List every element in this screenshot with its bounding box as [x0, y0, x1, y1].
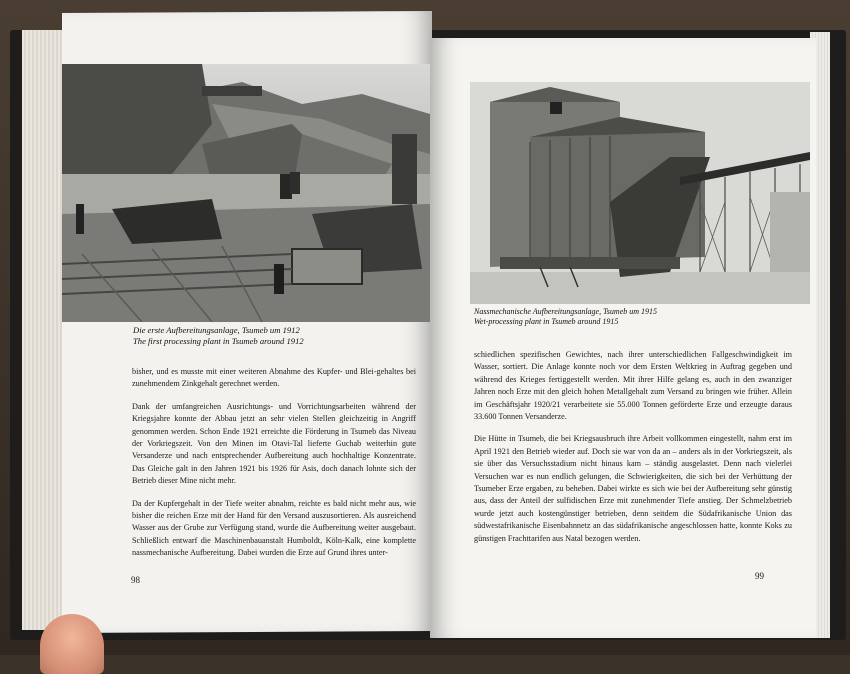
right-caption-german: Nassmechanische Aufbereitungsanlage, Tsumeb um 1915 [474, 307, 658, 316]
right-paragraph: schiedlichen spezifischen Gewichtes, nach ihrer unterschiedlichen Fallgeschwindigkeit im Wasser, sortiert. Die Anlage konnte noch vor dem Ersten Weltkrieg in Auftrag gegeben und während des Krieges fertiggestellt werden. Mit ihrer Hilfe gelang es, auch in den zwanziger Jahren noch Erze mit den gleich hohen Metallgehalt zum Versand zu bringen wie früher. Allein im Geschäftsjahr 1920/21 verarbeitete sie 55.000 Tonnen geförderte Erze und erzeugte daraus 33.600 Tonnen Versanderze. [474, 350, 792, 422]
left-page-number: 98 [131, 575, 140, 585]
wet-plant-illustration [470, 82, 810, 304]
left-paragraph: bisher, und es musste mit einer weiteren Abnahme des Kupfer- und Blei-gehaltes bei zunehmendem Zinkgehalt gerechnet werden. [132, 367, 416, 389]
processing-plant-illustration [62, 64, 430, 322]
right-page-text [474, 349, 792, 555]
right-caption-english: Wet-processing plant in Tsumeb around 1915 [474, 317, 619, 326]
left-page-text [132, 366, 416, 570]
left-caption-english: The first processing plant in Tsumeb around 1912 [133, 336, 304, 346]
right-paragraph: Die Hütte in Tsumeb, die bei Kriegsausbruch ihre Arbeit vollkommen eingestellt, nahm erst im April 1921 den Betrieb wieder auf. Doch sie war von da an – anders als in der Vorkriegszeit, als sie über das Versuchsstadium nicht hinaus kam – ständig ausgelastet. Denn nach vielerlei Versuchen war es nun endlich gelungen, die Schwierigkeiten, die sich bei der Verhüttung der Tsumeber Erze ergaben, zu beheben. Dabei wirkte es sich wie bei der Aufbereitung sehr günstig aus, dass der Anteil der sulfidischen Erze mit zunehmender Tiefe anstieg. Der Schmelzbetrieb wurde jetzt auch kostengünstiger betrieben, denn seitdem die Südafrikanische Union das südwestafrikanische Eisenbahnnetz an das südafrikanische angeschlossen hatte, konnte Koks zu günstigen Frachttarifen aus Natal bezogen werden. [474, 434, 792, 543]
thumb-holding-book [40, 614, 104, 674]
left-paragraph: Da der Kupfergehalt in der Tiefe weiter abnahm, reichte es bald nicht mehr aus, wie bisher die reichen Erze mit der Hand für den Versand auszusortieren. Als ausreichend Wasser aus der Grube zur Verfügung stand, wurde die Aufbereitung weiter ausgebaut. Schließlich entwarf die Maschinenbauanstalt Humboldt, Köln-Kalk, eine komplette nassmechanische Aufbereitung. Dabei wurden die Erze auf Grund ihres unter- [132, 498, 416, 558]
right-photo-caption [474, 307, 804, 327]
left-photo-caption [133, 325, 423, 347]
right-page-number: 99 [755, 571, 764, 581]
first-processing-plant-photo [62, 64, 430, 322]
wet-processing-plant-photo [470, 82, 810, 304]
left-caption-german: Die erste Aufbereitungsanlage, Tsumeb um 1912 [133, 325, 300, 335]
left-paragraph: Dank der umfangreichen Ausrichtungs- und Vorrichtungsarbeiten während der Kriegsjahre konnte der Abbau jetzt an sehr vielen Stellen gleichzeitig in Angriff genommen werden. Schon Ende 1921 erreichte die Förderung in Tsumeb das Niveau der Vorkriegszeit. Von den Minen im Otavi-Tal lieferte Guchab weiterhin gute Versanderze und nach entsprechender Aufbereitung auch hochhaltige Konzentrate. Das Gleiche galt in den Jahren 1921 bis 1926 für Asis, doch danach lohnte sich der Betrieb dieser Mine nicht mehr. [132, 401, 416, 486]
